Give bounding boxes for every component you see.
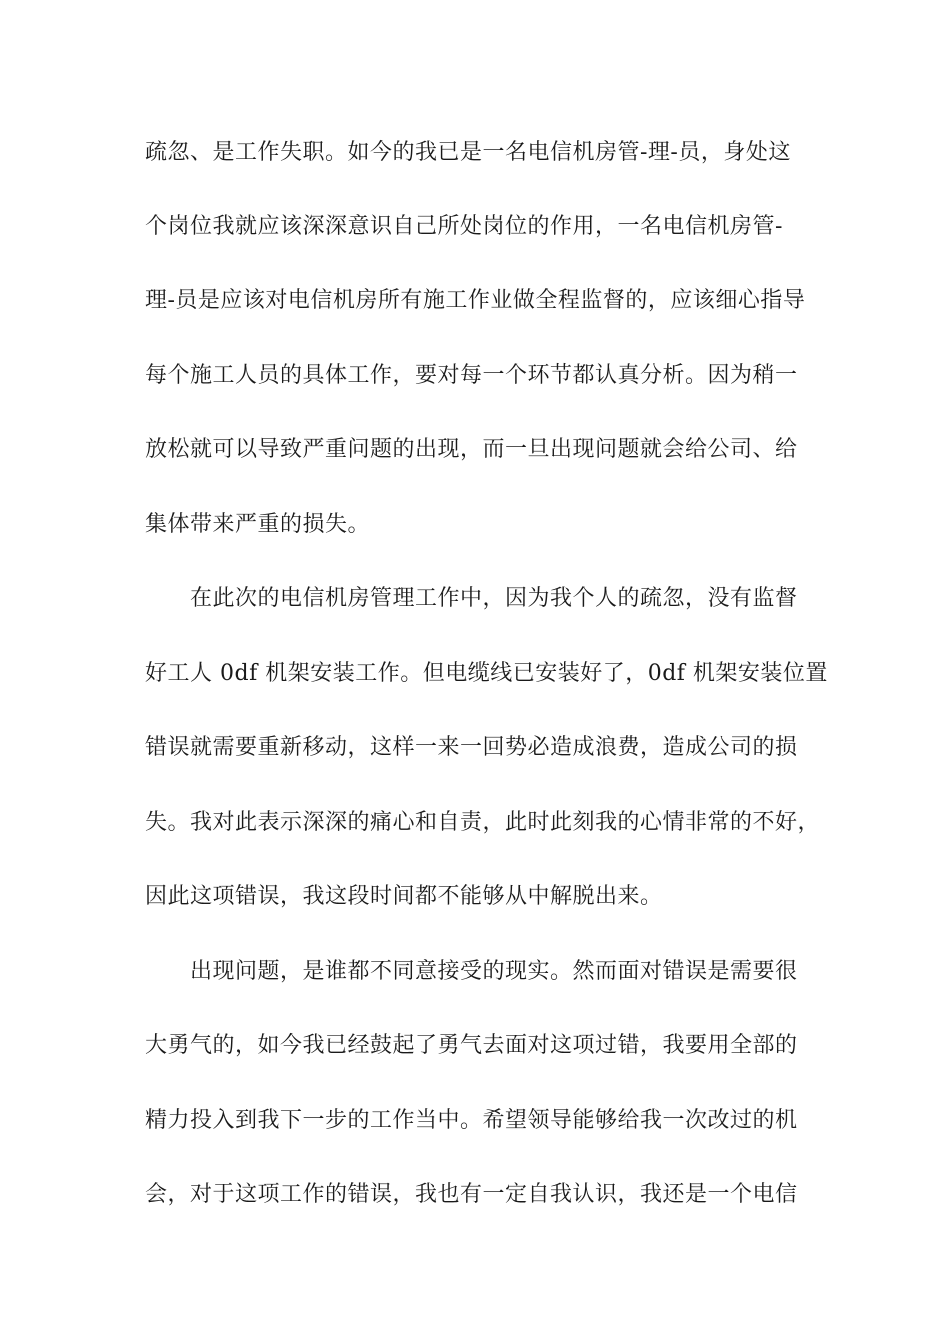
text-line: 每个施工人员的具体工作，要对每一个环节都认真分析。因为稍一: [145, 363, 798, 388]
text-line: 失。我对此表示深深的痛心和自责，此时此刻我的心情非常的不好，: [145, 810, 821, 835]
text-line: 因此这项错误，我这段时间都不能够从中解脱出来。: [145, 884, 663, 909]
text-line: 疏忽、是工作失职。如今的我已是一名电信机房管-理-员，身处这: [145, 140, 791, 165]
text-line: 个岗位我就应该深深意识自己所处岗位的作用，一名电信机房管-: [145, 214, 783, 239]
text-line: 错误就需要重新移动，这样一来一回势必造成浪费，造成公司的损: [145, 735, 798, 760]
paragraph-first-line: 出现问题，是谁都不同意接受的现实。然而面对错误是需要很: [190, 959, 798, 984]
text-line: 放松就可以导致严重问题的出现，而一旦出现问题就会给公司、给: [145, 437, 798, 462]
text-line: 精力投入到我下一步的工作当中。希望领导能够给我一次改过的机: [145, 1108, 798, 1133]
text-line: 理-员是应该对电信机房所有施工作业做全程监督的，应该细心指导: [145, 288, 806, 313]
text-line: 好工人 0df 机架安装工作。但电缆线已安装好了，0df 机架安装位置: [145, 661, 828, 686]
text-line: 会，对于这项工作的错误，我也有一定自我认识，我还是一个电信: [145, 1182, 798, 1207]
paragraph-first-line: 在此次的电信机房管理工作中，因为我个人的疏忽，没有监督: [190, 586, 798, 611]
text-line: 集体带来严重的损失。: [145, 512, 371, 537]
text-line: 大勇气的，如今我已经鼓起了勇气去面对这项过错，我要用全部的: [145, 1033, 798, 1058]
